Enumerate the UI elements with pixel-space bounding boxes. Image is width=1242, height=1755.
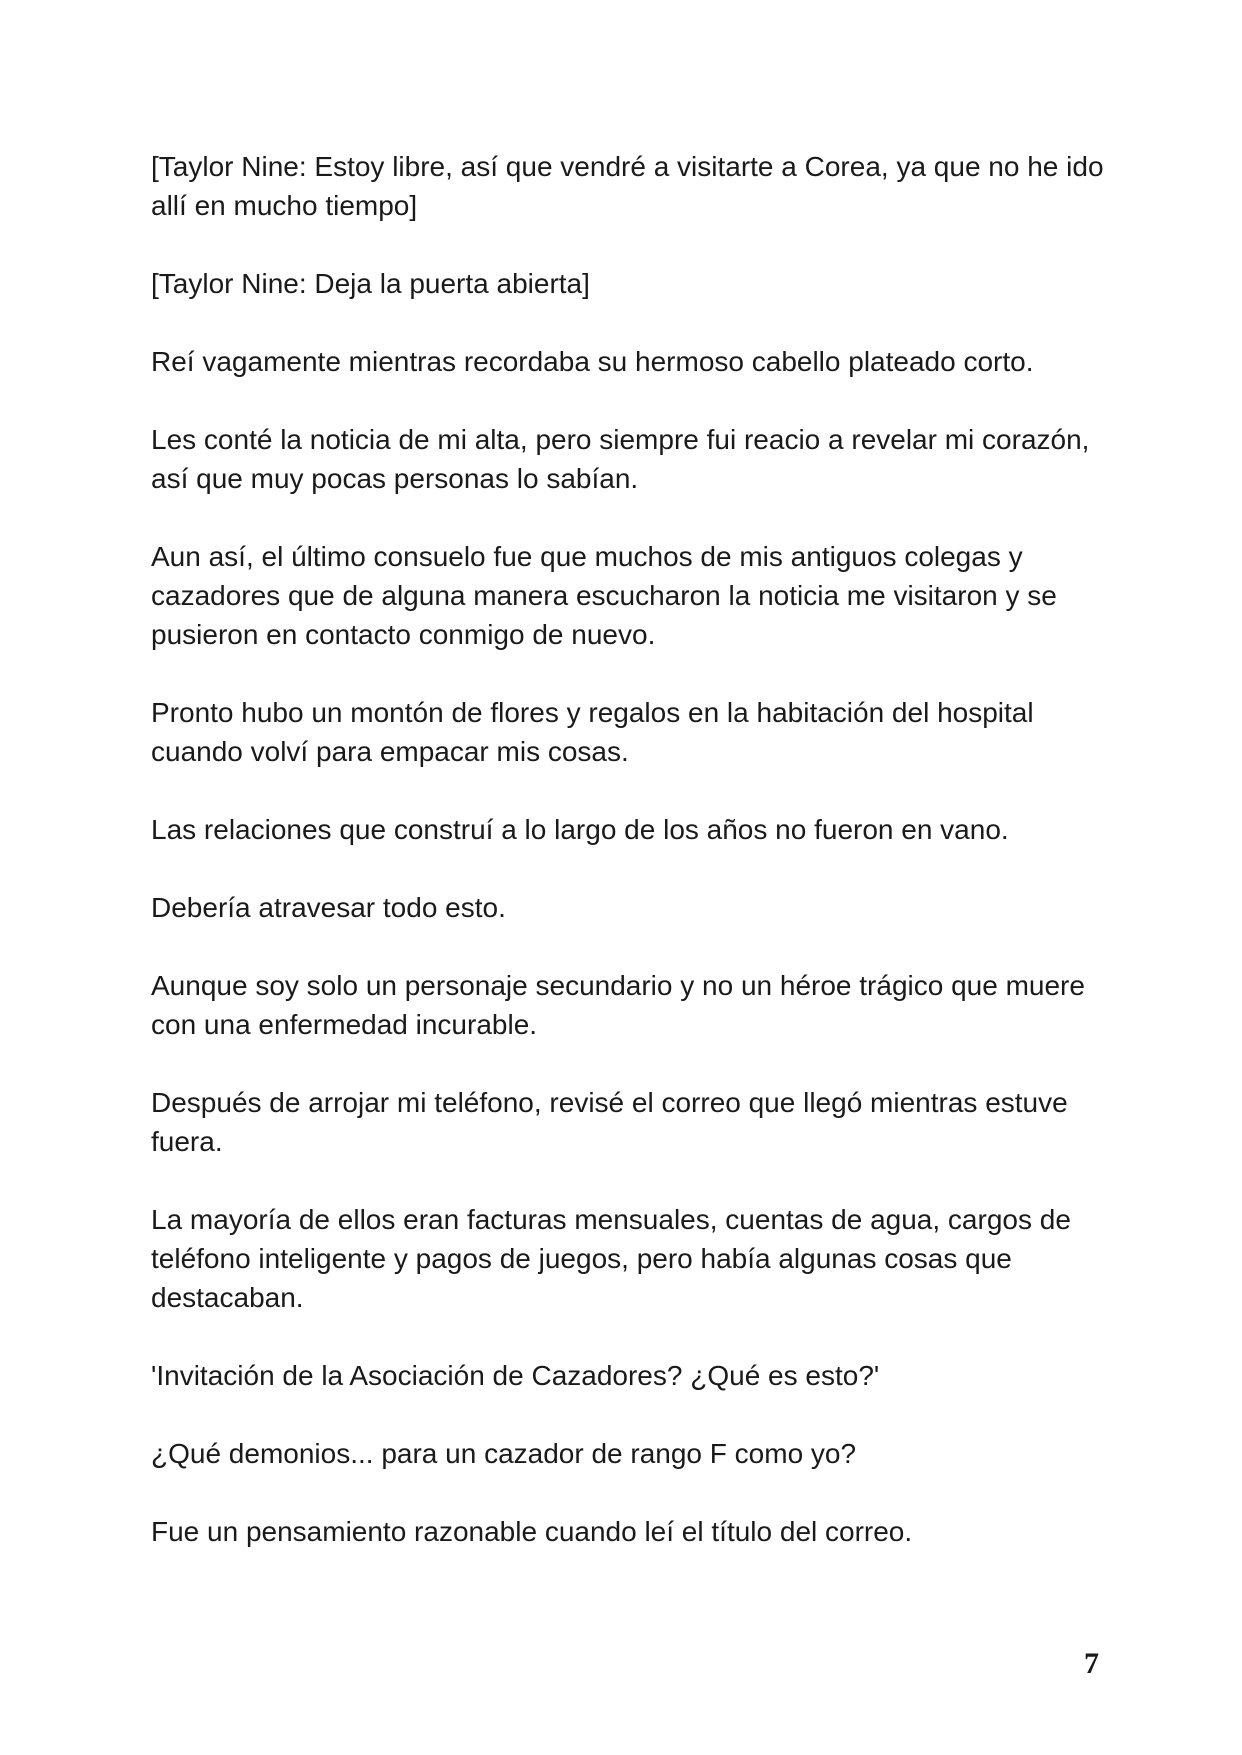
paragraph-13: ¿Qué demonios... para un cazador de rango F como yo? xyxy=(151,1438,857,1469)
page-number: 7 xyxy=(1084,1647,1099,1680)
paragraph-9: Aunque soy solo un personaje secundario y no un héroe trágico que muere con una enfermedad incurable. xyxy=(151,970,1085,1040)
paragraph-11: La mayoría de ellos eran facturas mensuales, cuentas de agua, cargos de teléfono inteligente y pagos de juegos, pero había algunas cosas que destacaban. xyxy=(151,1204,1071,1313)
paragraph-4: Les conté la noticia de mi alta, pero siempre fui reacio a revelar mi corazón, así que muy pocas personas lo sabían. xyxy=(151,424,1090,494)
paragraph-3: Reí vagamente mientras recordaba su hermoso cabello plateado corto. xyxy=(151,346,1034,377)
paragraph-14: Fue un pensamiento razonable cuando leí el título del correo. xyxy=(151,1516,913,1547)
text-body xyxy=(151,147,1111,1590)
paragraph-12: 'Invitación de la Asociación de Cazadores? ¿Qué es esto?' xyxy=(151,1360,880,1391)
paragraph-7: Las relaciones que construí a lo largo de los años no fueron en vano. xyxy=(151,814,1009,845)
paragraph-6: Pronto hubo un montón de flores y regalos en la habitación del hospital cuando volví para empacar mis cosas. xyxy=(151,697,1034,767)
paragraph-2: [Taylor Nine: Deja la puerta abierta] xyxy=(151,268,590,299)
paragraph-1: [Taylor Nine: Estoy libre, así que vendré a visitarte a Corea, ya que no he ido allí en mucho tiempo] xyxy=(151,151,1104,221)
paragraph-8: Debería atravesar todo esto. xyxy=(151,892,506,923)
paragraph-10: Después de arrojar mi teléfono, revisé el correo que llegó mientras estuve fuera. xyxy=(151,1087,1068,1157)
paragraph-5: Aun así, el último consuelo fue que muchos de mis antiguos colegas y cazadores que de alguna manera escucharon la noticia me visitaron y se pusieron en contacto conmigo de nuevo. xyxy=(151,541,1057,650)
